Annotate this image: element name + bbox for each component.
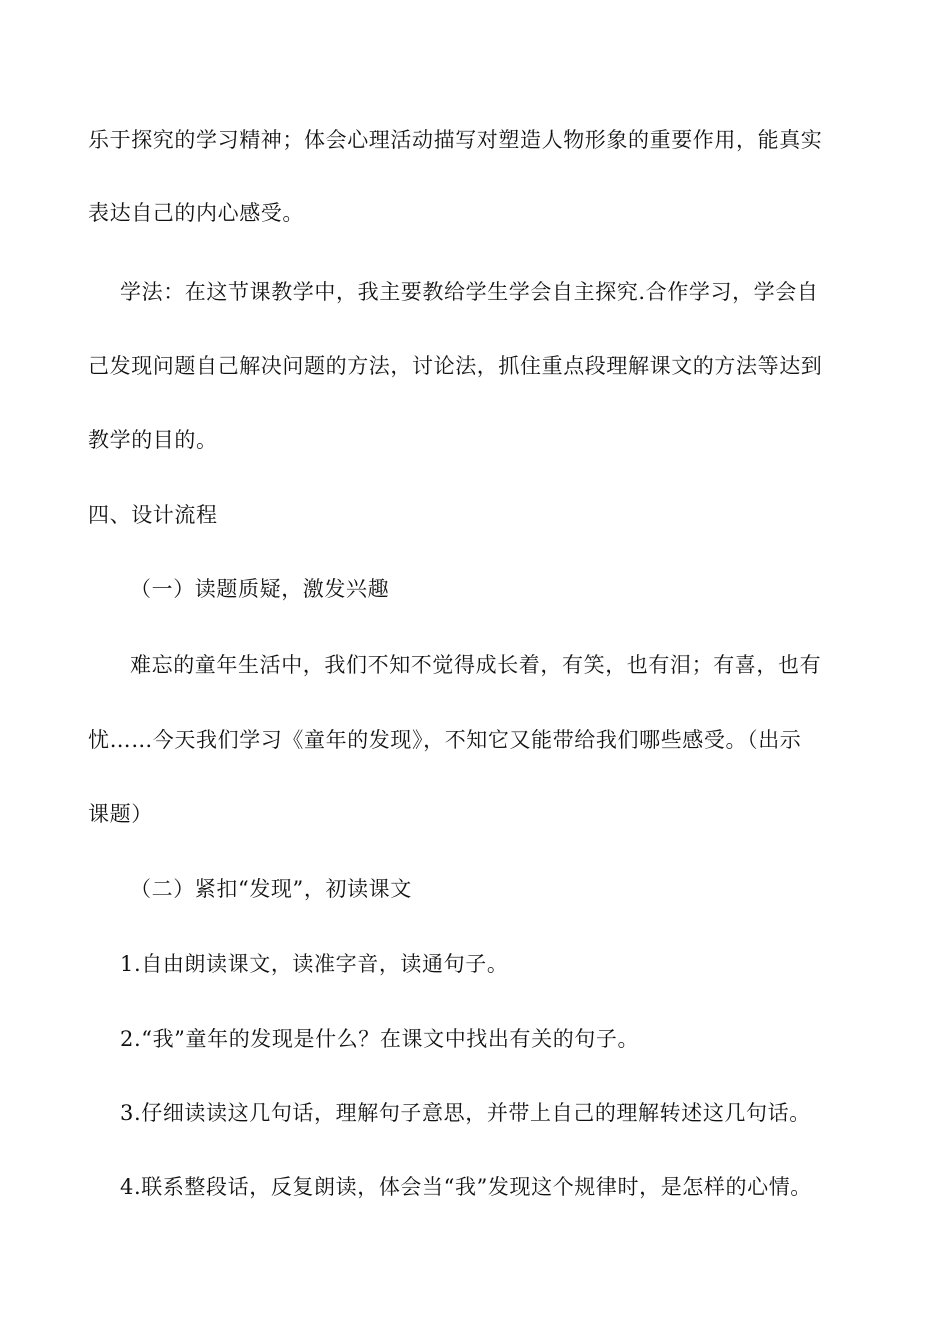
paragraph-line: 忧……今天我们学习《童年的发现》，不知它又能带给我们哪些感受。（出示 [88,728,802,752]
list-item: 1.自由朗读课文，读准字音，读通句子。 [120,952,509,976]
paragraph-line: 己发现问题自己解决问题的方法，讨论法，抓住重点段理解课文的方法等达到 [88,354,823,378]
section-heading: 四、设计流程 [88,503,218,527]
subsection-heading: （二）紧扣“发现”，初读课文 [130,877,412,901]
paragraph-line: 表达自己的内心感受。 [88,201,304,225]
paragraph-line: 学法：在这节课教学中，我主要教给学生学会自主探究.合作学习，学会自 [120,280,819,304]
list-item: 3.仔细读读这几句话，理解句子意思，并带上自己的理解转述这几句话。 [120,1101,811,1125]
paragraph-line: 教学的目的。 [88,428,218,452]
paragraph-line: 课题） [88,802,153,826]
list-item: 2.“我”童年的发现是什么？在课文中找出有关的句子。 [120,1027,640,1051]
subsection-heading: （一）读题质疑，激发兴趣 [130,577,390,601]
paragraph-line: 乐于探究的学习精神；体会心理活动描写对塑造人物形象的重要作用，能真实 [88,128,823,152]
paragraph-line: 难忘的童年生活中，我们不知不觉得成长着，有笑，也有泪；有喜，也有 [130,653,822,677]
list-item: 4.联系整段话，反复朗读，体会当“我”发现这个规律时，是怎样的心情。 [120,1175,812,1199]
